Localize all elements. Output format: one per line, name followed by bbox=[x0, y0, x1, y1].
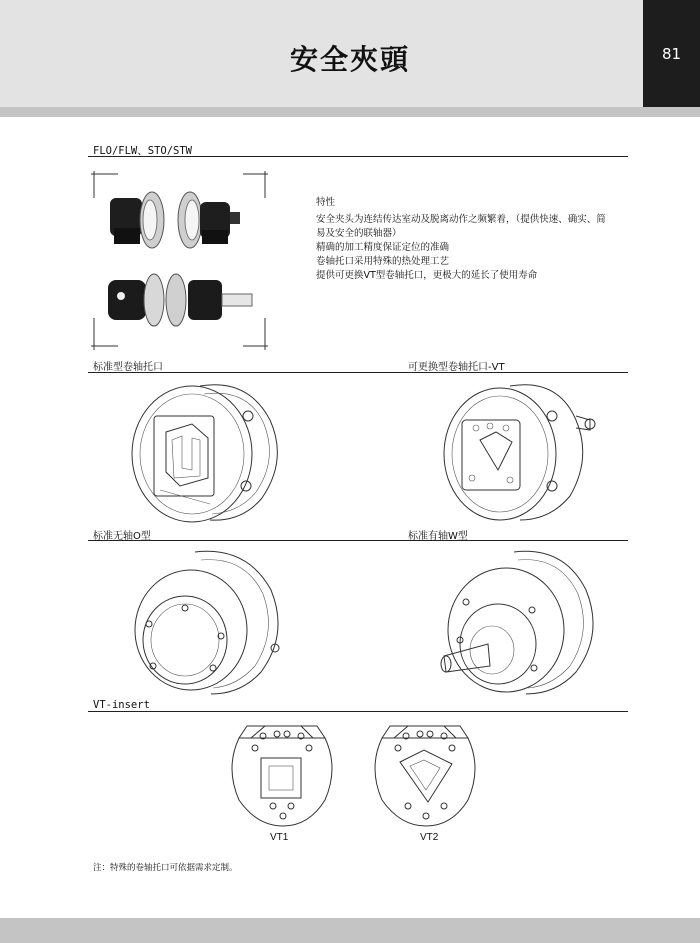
drawing-vt1-insert bbox=[225, 718, 340, 828]
footer-bar bbox=[0, 918, 700, 943]
footnote: 注：特殊的卷轴托口可依据需求定制。 bbox=[93, 863, 238, 873]
label-vt2: VT2 bbox=[420, 832, 439, 843]
label-vt1: VT1 bbox=[270, 832, 289, 843]
feature-line: 精确的加工精度保证定位的准确 bbox=[316, 242, 450, 253]
label-with-shaft: 标准有轴W型 bbox=[408, 531, 468, 542]
label-standard: 标准型卷轴托口 bbox=[93, 362, 163, 373]
section-rule bbox=[88, 540, 628, 541]
features-heading: 特性 bbox=[316, 197, 336, 208]
chuck-photo-bottom bbox=[108, 274, 252, 326]
section-rule bbox=[88, 711, 628, 712]
section-label-flo: FLO/FLW、STO/STW bbox=[93, 145, 193, 157]
feature-line: 安全夹头为连结传达室动及脱离动作之频繁着，（提供快速、确实、简 bbox=[316, 214, 606, 225]
header-band bbox=[0, 107, 700, 117]
chuck-photo-top bbox=[110, 192, 240, 248]
label-replaceable-vt: 可更换型卷轴托口-VT bbox=[408, 362, 505, 373]
drawing-o-type-chuck bbox=[125, 548, 290, 698]
crop-mark bbox=[91, 171, 118, 198]
drawing-vt2-insert bbox=[368, 718, 483, 828]
features-block bbox=[316, 196, 636, 283]
feature-line: 提供可更换VT型卷轴托口，更极大的延长了使用寿命 bbox=[316, 270, 538, 281]
label-no-shaft: 标准无轴O型 bbox=[93, 531, 151, 542]
feature-line: 卷轴托口采用特殊的热处理工艺 bbox=[316, 256, 450, 267]
page-title: 安全夾頭 bbox=[289, 43, 410, 76]
section-label-vt-insert: VT-insert bbox=[93, 699, 150, 711]
section-rule bbox=[88, 372, 628, 373]
crop-mark bbox=[243, 318, 268, 350]
page-number: 81 bbox=[643, 0, 700, 107]
drawing-standard-chuck bbox=[130, 380, 290, 525]
feature-line: 易及安全的联轴器） bbox=[316, 228, 402, 239]
drawing-vt-chuck bbox=[440, 380, 610, 525]
crop-mark bbox=[91, 318, 118, 350]
crop-mark bbox=[243, 171, 268, 198]
product-photo bbox=[88, 168, 278, 353]
section-rule bbox=[88, 156, 628, 157]
drawing-w-type-chuck bbox=[440, 548, 610, 698]
